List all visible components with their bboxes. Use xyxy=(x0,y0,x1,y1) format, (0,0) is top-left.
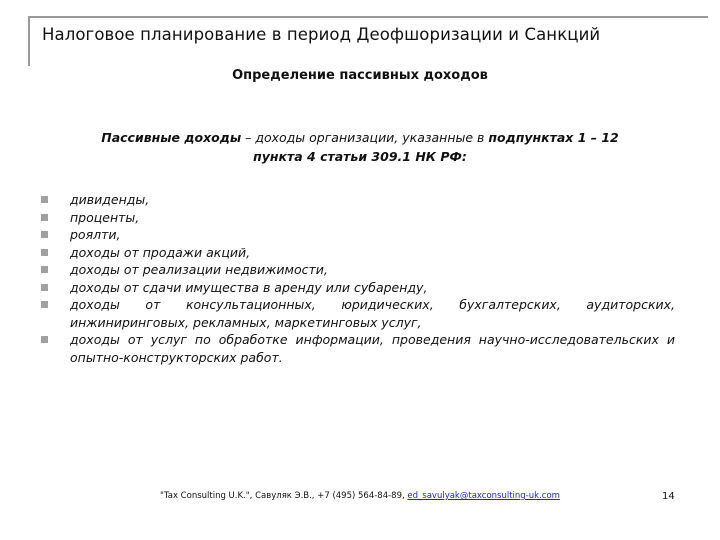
list-item xyxy=(40,226,675,244)
list-item-text: доходы от реализации недвижимости, xyxy=(70,262,328,277)
list-item xyxy=(40,191,675,209)
slide-subtitle: Определение пассивных доходов xyxy=(232,68,488,83)
square-bullet-icon xyxy=(41,301,48,308)
list-item xyxy=(40,331,675,366)
square-bullet-icon xyxy=(41,266,48,273)
square-bullet-icon xyxy=(41,284,48,291)
definition-ref-article: пункта 4 статьи 309.1 НК РФ: xyxy=(253,149,467,164)
list-item-text: дивиденды, xyxy=(70,192,150,207)
page-number: 14 xyxy=(662,491,675,502)
passive-income-list xyxy=(40,191,675,366)
square-bullet-icon xyxy=(41,231,48,238)
list-item-text: доходы от услуг по обработке информации, проведения научно-исследовательских и опытно-конструкторских работ. xyxy=(70,332,675,365)
square-bullet-icon xyxy=(41,214,48,221)
list-item-text: доходы от консультационных, юридических, бухгалтерских, аудиторских, инжиниринговых, рекламных, маркетинговых услуг, xyxy=(70,297,675,330)
list-item xyxy=(40,279,675,297)
footer xyxy=(0,491,720,501)
list-item xyxy=(40,296,675,331)
list-item xyxy=(40,209,675,227)
definition-text: – доходы организации, указанные в xyxy=(241,130,489,145)
square-bullet-icon xyxy=(41,336,48,343)
square-bullet-icon xyxy=(41,196,48,203)
footer-email-link[interactable]: ed_savulyak@taxconsulting-uk.com xyxy=(407,491,560,501)
list-item xyxy=(40,244,675,262)
definition-term: Пассивные доходы xyxy=(101,130,242,145)
list-item xyxy=(40,261,675,279)
footer-contact: "Tax Consulting U.K.", Савуляк Э.В., +7 (495) 564-84-89, xyxy=(160,491,408,501)
square-bullet-icon xyxy=(41,249,48,256)
definition-paragraph xyxy=(60,128,660,166)
slide-title: Налоговое планирование в период Деофшоризации и Санкций xyxy=(42,25,601,44)
list-item-text: доходы от продажи акций, xyxy=(70,244,251,260)
list-item-text: роялти, xyxy=(70,227,121,242)
list-item-text: доходы от сдачи имущества в аренду или субаренду, xyxy=(70,279,428,295)
list-item-text: проценты, xyxy=(70,209,140,225)
definition-ref-subpoints: подпунктах 1 – 12 xyxy=(488,130,619,145)
